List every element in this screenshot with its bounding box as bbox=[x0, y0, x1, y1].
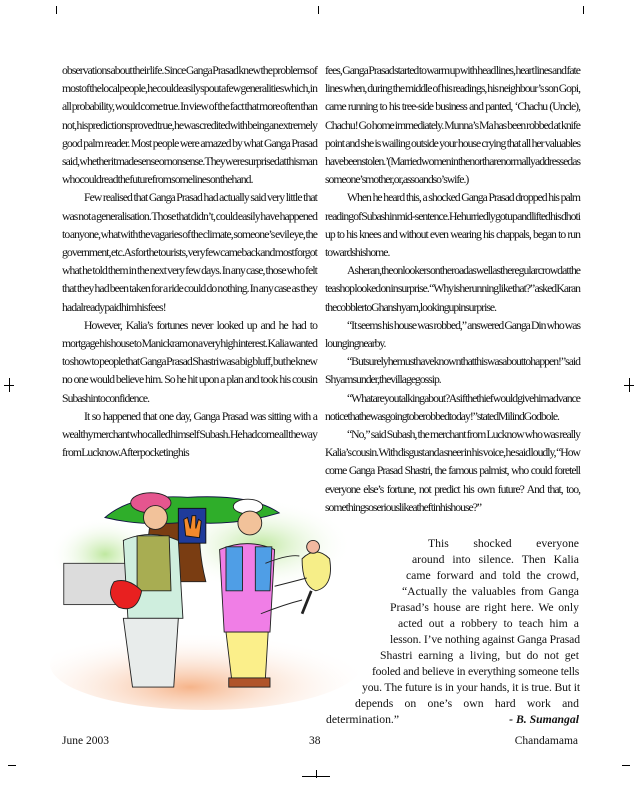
footer-magazine-name: Chandamama bbox=[514, 735, 578, 747]
paragraph: However, Kalia’s fortunes never looked up and he had to mortgage his house to Manickram on a very high interest. Kalia wanted to show to people that Ganga Prasad Shastri was a big bluff, but he knew no one would believe him. So he hit upon a plan and took his cousin Subash into confidence. bbox=[62, 318, 317, 405]
paragraph: observations about their life. Since Ganga Prasad knew the problems of most of the local people, he could easily spout a few generalities which, in all probability, would come true. In view of the fact that more often than not, his predictions proved true, he was credited with being an extremely good palm reader. Most people were amazed by what Ganga Prasad said, whether it made sense or nonsense. They were surprised at this man who could read the future from some lines on the hand. bbox=[62, 64, 317, 187]
wrapped-line: Prasad’s house are right here. We only bbox=[390, 601, 579, 614]
paragraph: “It seems his house was robbed,” answered Ganga Din who was lounging nearby. bbox=[325, 318, 580, 351]
wrapped-line: “Actually the valuables from Ganga bbox=[402, 585, 579, 598]
paragraph: “What are you talking about? As if the thief would give him advance notice that he was going to be robbed today!” stated Milind Godbole. bbox=[325, 391, 580, 423]
right-column bbox=[325, 62, 580, 517]
wrapped-line: around into silence. Then Kalia bbox=[412, 553, 579, 566]
paragraph: “No,” said Subash, the merchant from Lucknow who was really Kalia’s cousin. With disgust and a sneer in his voice, he said loudly, “How come Ganga Prasad Shastri, the famous palmist, who could foretell everyone else’s fortune, not predict his own future? And that, too, something so serious like a theft in his house?” bbox=[325, 428, 580, 514]
crop-mark bbox=[583, 6, 584, 14]
wrapped-line: determination.” bbox=[326, 713, 400, 726]
paragraph: fees, Ganga Prasad started to warm up with head lines, heart lines and fate lines when, during the middle of his readings, his neighbour’s son Gopi, came running to his tree-side business and panted, ‘Chachu (Uncle), Chachu! Go home immediately. Munna’s Ma has been robbed at knife point and she is wailing outside your house crying that all her valuables have been stolen.’ (Married women in the north are normally addressed as someone’s mother, or, as so and so’s wife.) bbox=[325, 64, 580, 187]
paragraph: As he ran, the onlookers on the road as well as the regular crowd at the tea shop looked on in surprise. “Why is he running like that?” asked Karan the cobbler to Ghanshyam, looking up in surprise. bbox=[325, 264, 580, 314]
paragraph: When he heard this, a shocked Ganga Prasad dropped his palm reading of Subash in mid-sentence. He hurriedly got up and lifted his dhoti up to his knees and without even wearing his chappals, began to run towards his home. bbox=[325, 191, 580, 260]
wrapped-line: depends on one’s own hard work and bbox=[355, 697, 579, 710]
wrapped-line: fooled and believe in everything someone tells bbox=[372, 665, 579, 678]
left-column bbox=[62, 62, 317, 462]
wrapped-line: This shocked everyone bbox=[428, 537, 579, 550]
paragraph: Few realised that Ganga Prasad had actually said very little that was not a generalisation. Those that didn’t, could easily have happened to anyone, what with the vagaries of the climate, someone’s evil eye, the government, etc. As for the tourists, very few came back and most forgot what he told them in the next very few days. In any case, those who felt that they had been taken for a ride could do nothing. In any case as they had already paid him his fees! bbox=[62, 191, 317, 314]
wrapped-line: lesson. I’ve nothing against Ganga Prasad bbox=[390, 633, 580, 646]
crop-mark bbox=[8, 765, 16, 766]
palmist-scene-illustration bbox=[50, 484, 380, 716]
wrapped-line: Shastri earning a living, but do not get bbox=[380, 649, 579, 662]
crop-mark bbox=[629, 378, 630, 392]
crop-mark bbox=[56, 6, 57, 14]
crop-mark bbox=[9, 378, 10, 392]
crop-mark bbox=[316, 770, 317, 778]
wrapped-line: came forward and told the crowd, bbox=[406, 569, 579, 582]
ground bbox=[50, 618, 362, 710]
hand-icon bbox=[184, 516, 201, 538]
crop-mark bbox=[622, 765, 630, 766]
footer-date: June 2003 bbox=[62, 735, 109, 747]
crop-mark bbox=[318, 6, 319, 14]
wrapped-line: acted out a robbery to teach him a bbox=[398, 617, 579, 630]
wrapped-line: you. The future is in your hands, it is true. But it bbox=[362, 681, 580, 694]
paragraph: It so happened that one day, Ganga Prasad was sitting with a wealthy merchant who called himself Subash. He had come all the way from Lucknow. After pocketing his bbox=[62, 409, 317, 460]
page-number: 38 bbox=[309, 735, 321, 747]
paragraph: “But surely he must have known that this was about to happen!” said Shyamsunder, the village gossip. bbox=[325, 355, 580, 387]
author-signature: - B. Sumangal bbox=[509, 713, 579, 726]
